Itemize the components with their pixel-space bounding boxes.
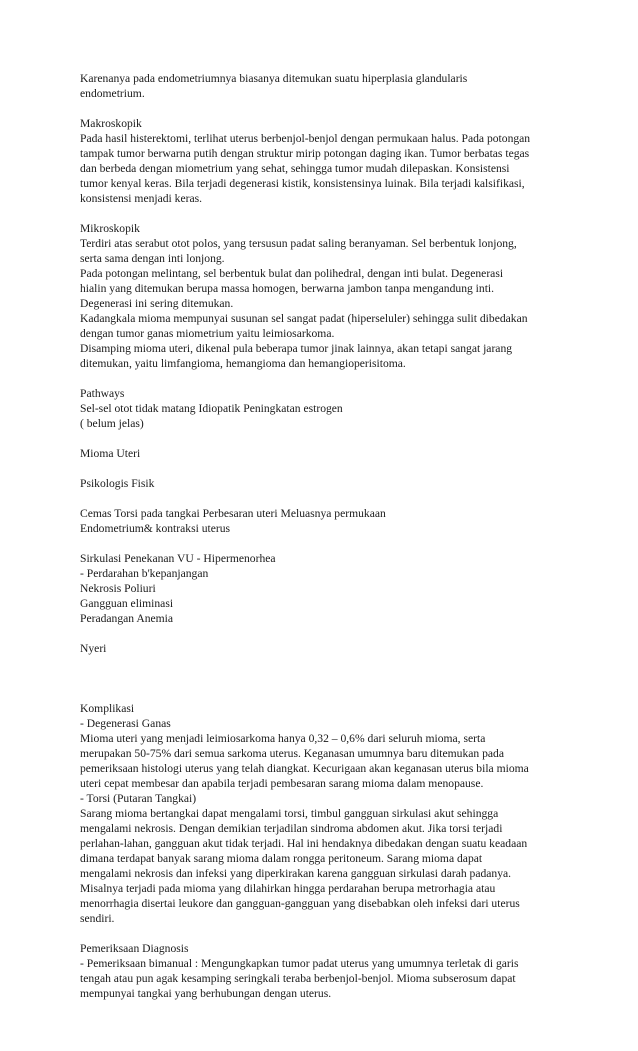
sirkulasi-block bbox=[80, 551, 570, 626]
text-line: Karenanya pada endometriumnya biasanya ditemukan suatu hiperplasia glandularis bbox=[80, 72, 468, 85]
text-line: Sirkulasi Penekanan VU - Hipermenorhea bbox=[80, 552, 276, 565]
text-line: Misalnya terjadi pada mioma yang dilahirkan hingga perdarahan berupa metrorhagia atau bbox=[80, 882, 496, 895]
text-line: Endometrium& kontraksi uterus bbox=[80, 522, 231, 535]
mioma-uteri-label: Mioma Uteri bbox=[80, 447, 141, 460]
text-line: serta sama dengan inti lonjong. bbox=[80, 252, 225, 265]
text-line: Pada potongan melintang, sel berbentuk bulat dan polihedral, dengan inti bulat. Degenerasi bbox=[80, 267, 504, 280]
text-line: tengah atau pun agak kesamping seringkali teraba berbenjol-benjol. Mioma subserosum dapat bbox=[80, 972, 516, 985]
text-line: dan berbeda dengan miometrium yang sehat, sehingga tumor mudah dilepaskan. Konsistensi bbox=[80, 162, 510, 175]
section-heading: Pemeriksaan Diagnosis bbox=[80, 942, 189, 955]
text-line: merupakan 50-75% dari semua sarkoma uterus. Keganasan umumnya baru ditemukan pada bbox=[80, 747, 504, 760]
text-line: Nekrosis Poliuri bbox=[80, 582, 156, 595]
text-line: mempunyai tangkai yang berhubungan dengan uterus. bbox=[80, 987, 332, 1000]
intro-paragraph bbox=[80, 71, 570, 101]
section-heading: Makroskopik bbox=[80, 117, 142, 130]
text-line: Gangguan eliminasi bbox=[80, 597, 174, 610]
text-line: - Degenerasi Ganas bbox=[80, 717, 171, 730]
nyeri-label: Nyeri bbox=[80, 642, 107, 655]
section-heading: Komplikasi bbox=[80, 702, 135, 715]
text-line: tampak tumor berwarna putih dengan struktur mirip potongan daging ikan. Tumor berbatas tegas bbox=[80, 147, 530, 160]
text-line: Mioma uteri yang menjadi leimiosarkoma hanya 0,32 – 0,6% dari seluruh mioma, serta bbox=[80, 732, 486, 745]
mikroskopik-section bbox=[80, 221, 570, 371]
pemeriksaan-section bbox=[80, 941, 570, 1001]
text-line: tumor kenyal keras. Bila terjadi degenerasi kistik, konsistensinya luinak. Bila terjadi kalsifikasi, bbox=[80, 177, 525, 190]
document-page bbox=[80, 71, 570, 1001]
text-line: - Torsi (Putaran Tangkai) bbox=[80, 792, 197, 805]
text-line: Sel-sel otot tidak matang Idiopatik Peningkatan estrogen bbox=[80, 402, 343, 415]
text-line: konsistensi menjadi keras. bbox=[80, 192, 203, 205]
section-heading: Pathways bbox=[80, 387, 125, 400]
text-line: Sarang mioma bertangkai dapat mengalami torsi, timbul gangguan sirkulasi akut sehingga bbox=[80, 807, 499, 820]
text-line: menorrhagia disertai leukore dan gangguan-gangguan yang disebabkan oleh infeksi dari uterus bbox=[80, 897, 520, 910]
text-line: pemeriksaan histologi uterus yang telah diangkat. Kecurigaan akan keganasan uterus bila mioma bbox=[80, 762, 529, 775]
text-line: dimana terdapat banyak sarang mioma dalam rongga peritoneum. Sarang mioma dapat bbox=[80, 852, 483, 865]
text-line: mengalami nekrosis. Dengan demikian terjadilan sindroma abdomen akut. Jika torsi terjadi bbox=[80, 822, 503, 835]
text-line: ditemukan, yaitu limfangioma, hemangioma dan hemangioperisitoma. bbox=[80, 357, 406, 370]
text-line: perlahan-lahan, gangguan akut tidak terjadi. Hal ini hendaknya dibedakan dengan suatu keadaan bbox=[80, 837, 528, 850]
text-line: dengan tumor ganas miometrium yaitu leimiosarkoma. bbox=[80, 327, 335, 340]
text-line: mengalami nekrosis dan infeksi yang diperkirakan karena gangguan sirkulasi darah padanya. bbox=[80, 867, 512, 880]
text-line: endometrium. bbox=[80, 87, 145, 100]
text-line: ( belum jelas) bbox=[80, 417, 144, 430]
text-line: Disamping mioma uteri, dikenal pula beberapa tumor jinak lainnya, akan tetapi sangat jarang bbox=[80, 342, 513, 355]
text-line: Kadangkala mioma mempunyai susunan sel sangat padat (hiperseluler) sehingga sulit dibedakan bbox=[80, 312, 528, 325]
text-line: uteri cepat membesar dan apabila terjadi pembesaran sarang mioma dalam menopause. bbox=[80, 777, 484, 790]
text-line: hialin yang ditemukan berupa massa homogen, berwarna jambon tanpa mengandung inti. bbox=[80, 282, 495, 295]
text-line: - Perdarahan b'kepanjangan bbox=[80, 567, 209, 580]
text-line: - Pemeriksaan bimanual : Mengungkapkan tumor padat uterus yang umumnya terletak di garis bbox=[80, 957, 519, 970]
text-line: Degenerasi ini sering ditemukan. bbox=[80, 297, 234, 310]
psikologis-fisik-label: Psikologis Fisik bbox=[80, 477, 155, 490]
komplikasi-section bbox=[80, 701, 570, 926]
text-line: sendiri. bbox=[80, 912, 115, 925]
makroskopik-section bbox=[80, 116, 570, 206]
pathways-section bbox=[80, 386, 570, 431]
text-line: Terdiri atas serabut otot polos, yang tersusun padat saling beranyaman. Sel berbentuk lonjong, bbox=[80, 237, 517, 250]
text-line: Pada hasil histerektomi, terlihat uterus berbenjol-benjol dengan permukaan halus. Pada potongan bbox=[80, 132, 531, 145]
cemas-block bbox=[80, 506, 570, 536]
text-line: Peradangan Anemia bbox=[80, 612, 174, 625]
section-heading: Mikroskopik bbox=[80, 222, 140, 235]
text-line: Cemas Torsi pada tangkai Perbesaran uteri Meluasnya permukaan bbox=[80, 507, 386, 520]
